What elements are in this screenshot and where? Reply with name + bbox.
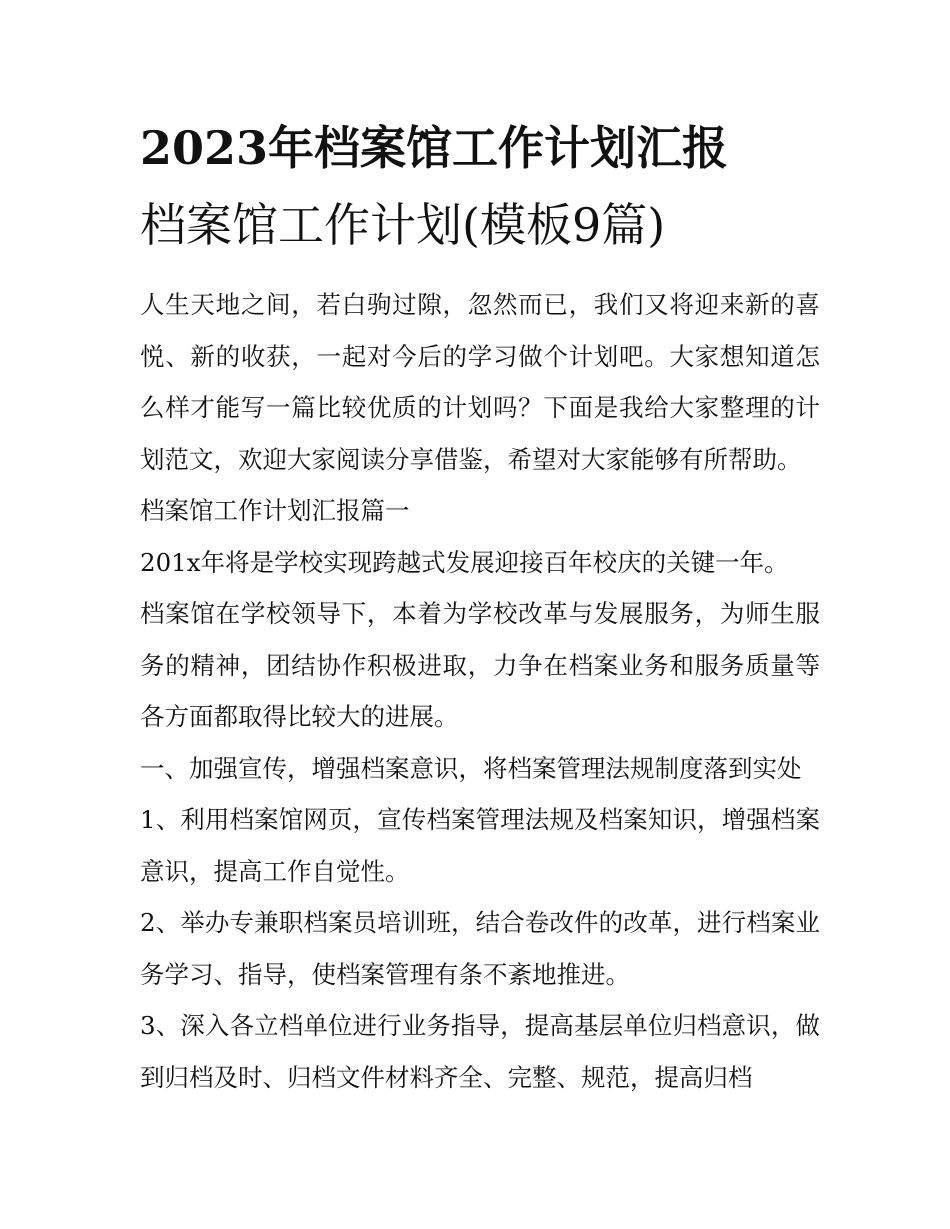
- document-title-line-2: 档案馆工作计划(模板9篇): [140, 198, 666, 252]
- document-title-line-1: 2023年档案馆工作计划汇报: [140, 121, 729, 175]
- intro-paragraph: 人生天地之间，若白驹过隙，忽然而已，我们又将迎来新的喜悦、新的收获，一起对今后的学习做个计划吧。大家想知道怎么样才能写一篇比较优质的计划吗？下面是我给大家整理的计划范文，欢迎大家阅读分享借鉴，希望对大家能够有所帮助。: [140, 290, 820, 474]
- list-item: 1、利用档案馆网页，宣传档案管理法规及档案知识，增强档案意识，提高工作自觉性。: [140, 805, 820, 886]
- list-item: 3、深入各立档单位进行业务指导，提高基层单位归档意识，做到归档及时、归档文件材料齐全、完整、规范，提高归档: [140, 1011, 820, 1092]
- body-paragraph: 档案馆在学校领导下，本着为学校改革与发展服务，为师生服务的精神，团结协作积极进取，力争在档案业务和服务质量等各方面都取得比较大的进展。: [140, 599, 820, 731]
- document-body: [140, 279, 820, 1103]
- subsection-heading: 一、加强宣传，增强档案意识，将档案管理法规制度落到实处: [140, 753, 802, 783]
- section-heading: 档案馆工作计划汇报篇一: [140, 496, 410, 525]
- body-paragraph: 201x年将是学校实现跨越式发展迎接百年校庆的关键一年。: [140, 547, 789, 577]
- list-item: 2、举办专兼职档案员培训班，结合卷改件的改革，进行档案业务学习、指导，使档案管理有条不紊地推进。: [140, 908, 820, 989]
